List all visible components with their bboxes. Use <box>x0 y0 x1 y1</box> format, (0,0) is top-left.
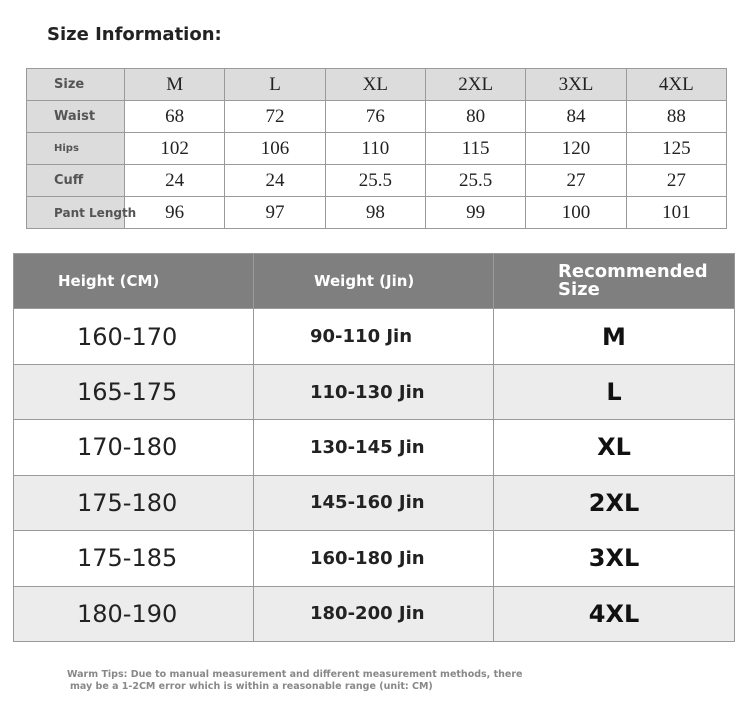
size-column-header: 3XL <box>526 69 626 101</box>
recommended-size-column-header: Recommended Size <box>494 254 735 309</box>
row-label: Hips <box>27 133 125 165</box>
warm-tips-line: Warm Tips: Due to manual measurement and different measurement methods, there <box>67 669 523 680</box>
table-cell: 99 <box>425 197 525 229</box>
size-column-header: L <box>225 69 325 101</box>
recommend-header-row <box>14 254 735 309</box>
size-column-header: XL <box>325 69 425 101</box>
table-cell: 25.5 <box>425 165 525 197</box>
row-label: Cuff <box>27 165 125 197</box>
table-row <box>27 133 727 165</box>
table-cell: 24 <box>225 165 325 197</box>
height-cell: 180-190 <box>14 586 254 641</box>
size-cell: 2XL <box>494 475 735 530</box>
table-cell: 72 <box>225 101 325 133</box>
table-cell: 80 <box>425 101 525 133</box>
table-cell: 115 <box>425 133 525 165</box>
table-cell: 106 <box>225 133 325 165</box>
size-corner-label: Size <box>27 69 125 101</box>
warm-tips-note <box>67 669 627 693</box>
weight-cell: 145-160 Jin <box>254 475 494 530</box>
table-cell: 88 <box>626 101 726 133</box>
height-cell: 175-180 <box>14 475 254 530</box>
table-row <box>27 101 727 133</box>
weight-column-header: Weight (Jin) <box>254 254 494 309</box>
table-cell: 76 <box>325 101 425 133</box>
table-row <box>14 364 735 419</box>
table-row <box>14 531 735 586</box>
table-cell: 96 <box>125 197 225 229</box>
table-cell: 100 <box>526 197 626 229</box>
size-cell: M <box>494 309 735 364</box>
table-cell: 120 <box>526 133 626 165</box>
table-row <box>27 165 727 197</box>
table-cell: 97 <box>225 197 325 229</box>
table-cell: 125 <box>626 133 726 165</box>
table-cell: 27 <box>626 165 726 197</box>
table-cell: 68 <box>125 101 225 133</box>
table-row <box>14 586 735 641</box>
height-cell: 160-170 <box>14 309 254 364</box>
weight-cell: 180-200 Jin <box>254 586 494 641</box>
table-row <box>14 420 735 475</box>
table-cell: 24 <box>125 165 225 197</box>
table-row <box>14 475 735 530</box>
height-cell: 175-185 <box>14 531 254 586</box>
weight-cell: 90-110 Jin <box>254 309 494 364</box>
table-cell: 110 <box>325 133 425 165</box>
table-cell: 101 <box>626 197 726 229</box>
size-header-row <box>27 69 727 101</box>
size-column-header: M <box>125 69 225 101</box>
size-cell: 4XL <box>494 586 735 641</box>
size-cell: XL <box>494 420 735 475</box>
table-cell: 84 <box>526 101 626 133</box>
weight-cell: 160-180 Jin <box>254 531 494 586</box>
table-cell: 27 <box>526 165 626 197</box>
weight-cell: 130-145 Jin <box>254 420 494 475</box>
row-label: Waist <box>27 101 125 133</box>
size-recommendation-table <box>13 253 735 642</box>
weight-cell: 110-130 Jin <box>254 364 494 419</box>
table-row <box>27 197 727 229</box>
table-cell: 98 <box>325 197 425 229</box>
size-measurement-table <box>26 68 727 229</box>
size-cell: L <box>494 364 735 419</box>
table-cell: 102 <box>125 133 225 165</box>
warm-tips-line: may be a 1-2CM error which is within a reasonable range (unit: CM) <box>70 681 433 692</box>
height-cell: 165-175 <box>14 364 254 419</box>
height-column-header: Height (CM) <box>14 254 254 309</box>
page-title: Size Information: <box>47 24 222 45</box>
size-column-header: 2XL <box>425 69 525 101</box>
row-label: Pant Length <box>27 197 125 229</box>
size-cell: 3XL <box>494 531 735 586</box>
table-cell: 25.5 <box>325 165 425 197</box>
table-row <box>14 309 735 364</box>
size-column-header: 4XL <box>626 69 726 101</box>
height-cell: 170-180 <box>14 420 254 475</box>
